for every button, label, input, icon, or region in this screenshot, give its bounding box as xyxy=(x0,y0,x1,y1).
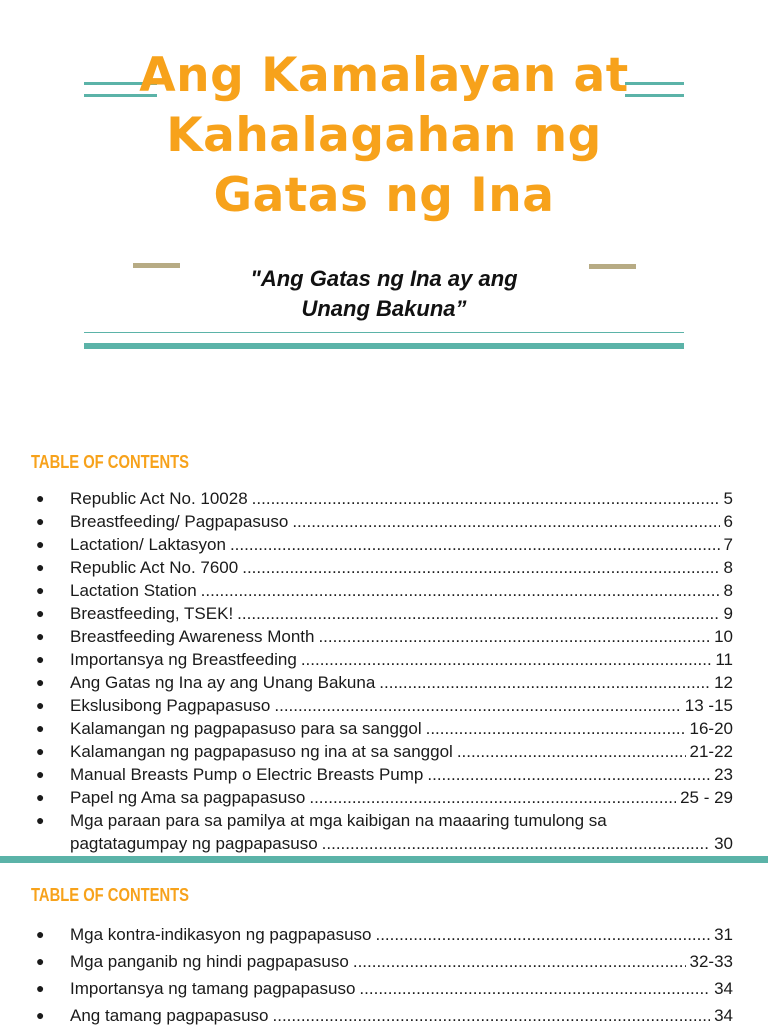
leader-dots xyxy=(273,1002,711,1029)
toc-list xyxy=(36,487,751,855)
toc-entry-title: Republic Act No. 10028 xyxy=(70,489,248,508)
toc-entry xyxy=(36,648,751,671)
leader-dots xyxy=(242,556,719,579)
toc-heading: TABLE OF CONTENTS xyxy=(31,885,189,905)
bullet-icon: ● xyxy=(36,674,45,690)
bullet-icon: ● xyxy=(36,743,45,759)
bullet-icon: ● xyxy=(36,536,45,552)
toc-entry xyxy=(36,510,751,533)
bullet-icon: ● xyxy=(36,582,45,598)
leader-dots xyxy=(359,975,710,1002)
leader-dots xyxy=(230,533,720,556)
toc-entry xyxy=(36,533,751,556)
toc-entry-page: 6 xyxy=(723,512,733,531)
toc-entry xyxy=(36,694,751,717)
bullet-icon: ● xyxy=(36,953,45,969)
bullet-icon: ● xyxy=(36,789,45,805)
bullet-icon: ● xyxy=(36,697,45,713)
page-title xyxy=(0,46,768,226)
title-line: Ang Kamalayan at xyxy=(139,48,629,103)
toc-entry-title: Mga paraan para sa pamilya at mga kaibigan na maaaring tumulong sa xyxy=(70,811,607,830)
toc-entry xyxy=(36,921,751,948)
bullet-icon: ● xyxy=(36,559,45,575)
toc-entry-title: Kalamangan ng pagpapasuso para sa sanggol xyxy=(70,719,422,738)
toc-entry-page: 30 xyxy=(714,834,733,853)
toc-entry xyxy=(36,809,751,855)
bullet-icon: ● xyxy=(36,1007,45,1023)
header-divider-thin xyxy=(84,332,684,333)
title-line: Kahalagahan ng xyxy=(166,108,602,163)
leader-dots xyxy=(353,948,686,975)
toc-entry-title: Republic Act No. 7600 xyxy=(70,558,239,577)
subtitle-line: Unang Bakuna” xyxy=(301,296,467,321)
toc-entry-page: 8 xyxy=(723,581,733,600)
toc-entry xyxy=(36,602,751,625)
bullet-icon: ● xyxy=(36,490,45,506)
toc-entry-title: Lactation Station xyxy=(70,581,197,600)
leader-dots xyxy=(201,579,720,602)
leader-dots xyxy=(301,648,712,671)
toc-entry-title: Breastfeeding Awareness Month xyxy=(70,627,315,646)
leader-dots xyxy=(237,602,719,625)
toc-entry xyxy=(36,1002,751,1029)
leader-dots xyxy=(457,740,686,763)
section-divider xyxy=(0,856,768,863)
bullet-icon: ● xyxy=(36,651,45,667)
toc-entry-title: Mga panganib ng hindi pagpapasuso xyxy=(70,952,349,971)
bullet-icon: ● xyxy=(36,605,45,621)
toc-entry-title: Papel ng Ama sa pagpapasuso xyxy=(70,788,306,807)
bullet-icon: ● xyxy=(36,980,45,996)
leader-dots xyxy=(318,625,710,648)
bullet-icon: ● xyxy=(36,720,45,736)
toc-entry-title: Ang tamang pagpapasuso xyxy=(70,1006,269,1025)
toc-entry xyxy=(36,786,751,809)
toc-entry-title: Ekslusibong Pagpapasuso xyxy=(70,696,271,715)
toc-entry-page: 16-20 xyxy=(689,719,733,738)
toc-entry xyxy=(36,671,751,694)
bullet-icon: ● xyxy=(36,766,45,782)
leader-dots xyxy=(322,832,710,855)
toc-entry xyxy=(36,740,751,763)
toc-entry-title: Manual Breasts Pump o Electric Breasts Pump xyxy=(70,765,424,784)
header-divider-thick xyxy=(84,343,684,349)
leader-dots xyxy=(375,921,710,948)
toc-entry xyxy=(36,579,751,602)
toc-entry-page: 8 xyxy=(723,558,733,577)
toc-entry-page: 23 xyxy=(714,765,733,784)
leader-dots xyxy=(427,763,710,786)
toc-entry-title: Lactation/ Laktasyon xyxy=(70,535,226,554)
toc-entry-page: 13 -15 xyxy=(684,696,733,715)
toc-entry xyxy=(36,717,751,740)
bullet-icon: ● xyxy=(36,628,45,644)
toc-entry xyxy=(36,975,751,1002)
toc-entry-page: 11 xyxy=(715,650,733,669)
title-line: Gatas ng Ina xyxy=(213,168,555,223)
leader-dots xyxy=(309,786,676,809)
toc-entry xyxy=(36,625,751,648)
toc-entry-title: Importansya ng Breastfeeding xyxy=(70,650,297,669)
toc-entry-title: Breastfeeding, TSEK! xyxy=(70,604,234,623)
leader-dots xyxy=(426,717,686,740)
toc-entry-page: 21-22 xyxy=(689,742,733,761)
leader-dots xyxy=(292,510,719,533)
subtitle-quote xyxy=(0,264,768,324)
toc-entry xyxy=(36,763,751,786)
toc-entry-title: Ang Gatas ng Ina ay ang Unang Bakuna xyxy=(70,673,376,692)
toc-entry-title: Importansya ng tamang pagpapasuso xyxy=(70,979,356,998)
toc-entry xyxy=(36,556,751,579)
toc-entry-page: 25 - 29 xyxy=(680,788,733,807)
toc-entry-title: Kalamangan ng pagpapasuso ng ina at sa sanggol xyxy=(70,742,453,761)
leader-dots xyxy=(379,671,710,694)
toc-entry-title: Breastfeeding/ Pagpapasuso xyxy=(70,512,289,531)
toc-entry-title-continued: pagtatagumpay ng pagpapasuso xyxy=(70,834,318,853)
toc-entry-page: 31 xyxy=(714,925,733,944)
toc-entry-title: Mga kontra-indikasyon ng pagpapasuso xyxy=(70,925,372,944)
toc-entry xyxy=(36,948,751,975)
leader-dots xyxy=(274,694,680,717)
toc-entry-page: 12 xyxy=(714,673,733,692)
toc-list xyxy=(36,921,751,1029)
toc-entry-page: 34 xyxy=(714,979,733,998)
leader-dots xyxy=(252,487,720,510)
subtitle-line: "Ang Gatas ng Ina ay ang xyxy=(250,266,518,291)
toc-entry xyxy=(36,487,751,510)
toc-entry-page: 7 xyxy=(723,535,733,554)
toc-heading: TABLE OF CONTENTS xyxy=(31,452,189,472)
toc-entry-page: 10 xyxy=(714,627,733,646)
toc-entry-page: 9 xyxy=(723,604,733,623)
toc-entry-page: 5 xyxy=(723,489,733,508)
toc-entry-page: 32-33 xyxy=(689,952,733,971)
bullet-icon: ● xyxy=(36,926,45,942)
toc-entry-page: 34 xyxy=(714,1006,733,1025)
bullet-icon: ● xyxy=(36,812,45,828)
bullet-icon: ● xyxy=(36,513,45,529)
